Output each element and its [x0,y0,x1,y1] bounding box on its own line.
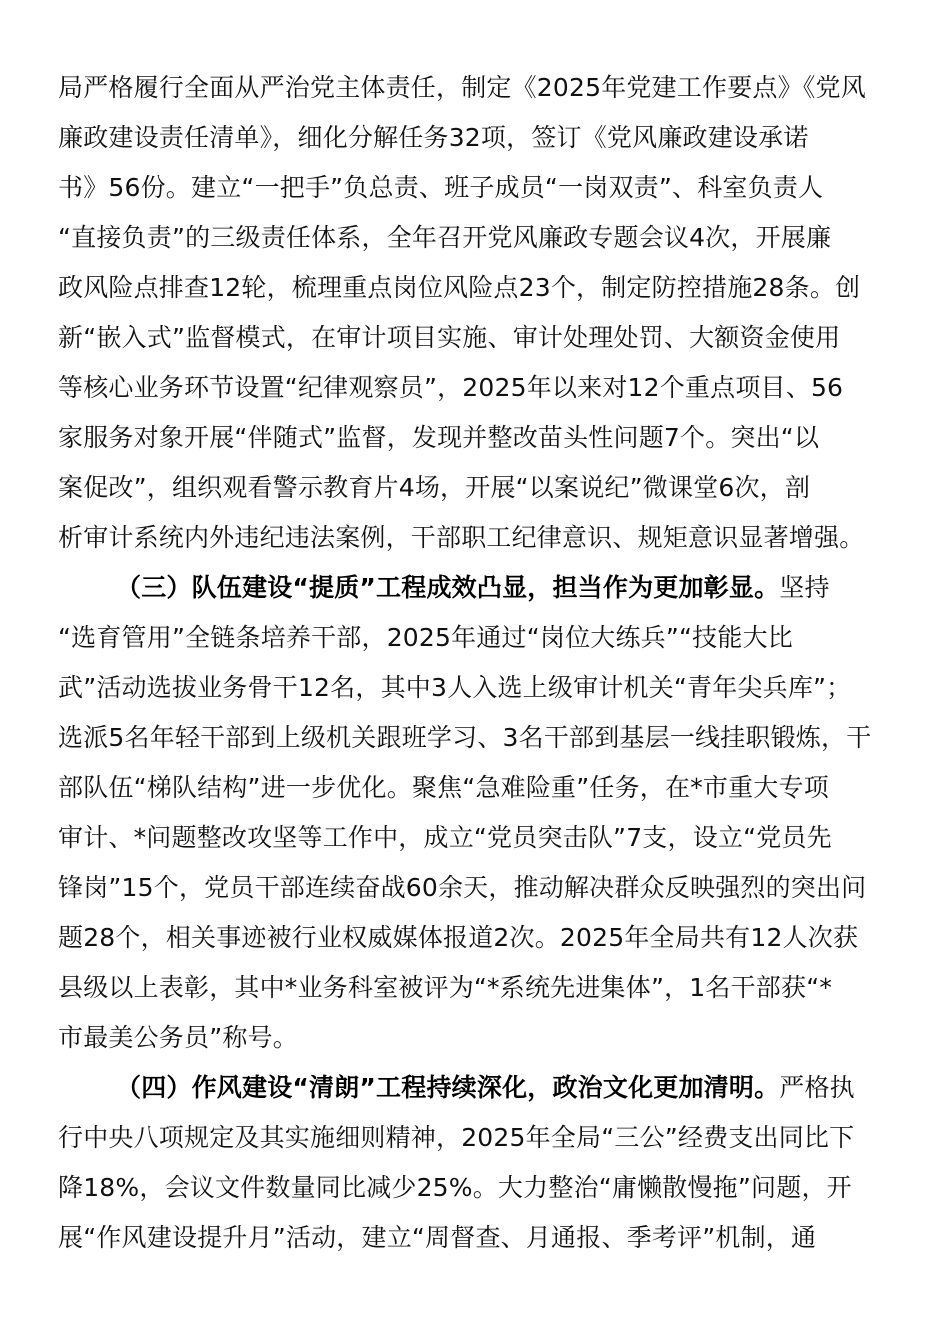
body-text-line: 家服务对象开展“伴随式”监督，发现并整改苗头性问题7个。突出“以 [58,423,820,452]
body-text-line: 案促改”，组织观看警示教育片4场，开展“以案说纪”微课堂6次，剖 [58,473,811,502]
body-text-line: 展“作风建设提升月”活动，建立“周督查、月通报、季考评”机制，通 [58,1223,817,1252]
body-text-line: 部队伍“梯队结构”进一步优化。聚焦“急难险重”任务，在*市重大专项 [58,773,829,802]
body-text-line: 书》56份。建立“一把手”负总责、班子成员“一岗双责”、科室负责人 [58,173,824,202]
body-text-line: 审计、*问题整改攻坚等工作中，成立“党员突击队”7支，设立“党员先 [58,823,832,852]
body-text-line: 行中央八项规定及其实施细则精神，2025年全局“三公”经费支出同比下 [58,1123,855,1152]
body-text-line: 市最美公务员”称号。 [58,1023,298,1052]
section-heading-line [116,1063,855,1113]
body-text-span: 坚持 [779,573,830,602]
body-text-line: 新“嵌入式”监督模式，在审计项目实施、审计处理处罚、大额资金使用 [58,323,841,352]
body-text-line: 县级以上表彰，其中*业务科室被评为“*系统先进集体”，1名干部获“* [58,973,833,1002]
body-text-line: 局严格履行全面从严治党主体责任，制定《2025年党建工作要点》《党风 [58,73,866,102]
body-text-line: “直接负责”的三级责任体系，全年召开党风廉政专题会议4次，开展廉 [58,223,832,252]
section-heading-3: （三）队伍建设“提质”工程成效凸显，担当作为更加彰显。 [116,573,780,602]
body-text-line: 等核心业务环节设置“纪律观察员”，2025年以来对12个重点项目、56 [58,373,844,402]
section-heading-line [116,563,830,613]
body-text-span: 严格执 [779,1073,855,1102]
body-text-line: 题28个，相关事迹被行业权威媒体报道2次。2025年全局共有12人次获 [58,923,859,952]
body-text-line: 选派5名年轻干部到上级机关跟班学习、3名干部到基层一线挂职锻炼，干 [58,723,872,752]
body-text-line: “选育管用”全链条培养干部，2025年通过“岗位大练兵”“技能大比 [58,623,793,652]
body-text-line: 锋岗”15个，党员干部连续奋战60余天，推动解决群众反映强烈的突出问 [58,873,867,902]
body-text-line: 降18%，会议文件数量同比减少25%。大力整治“庸懒散慢拖”问题，开 [58,1173,852,1202]
section-heading-4: （四）作风建设“清朗”工程持续深化，政治文化更加清明。 [116,1073,780,1102]
body-text-line: 武”活动选拔业务骨干12名，其中3人入选上级审计机关“青年尖兵库”； [58,673,852,702]
body-text-line: 析审计系统内外违纪违法案例，干部职工纪律意识、规矩意识显著增强。 [58,523,865,552]
body-text-line: 廉政建设责任清单》，细化分解任务32项，签订《党风廉政建设承诺 [58,123,809,152]
body-text-line: 政风险点排查12轮，梳理重点岗位风险点23个，制定防控措施28条。创 [58,273,861,302]
